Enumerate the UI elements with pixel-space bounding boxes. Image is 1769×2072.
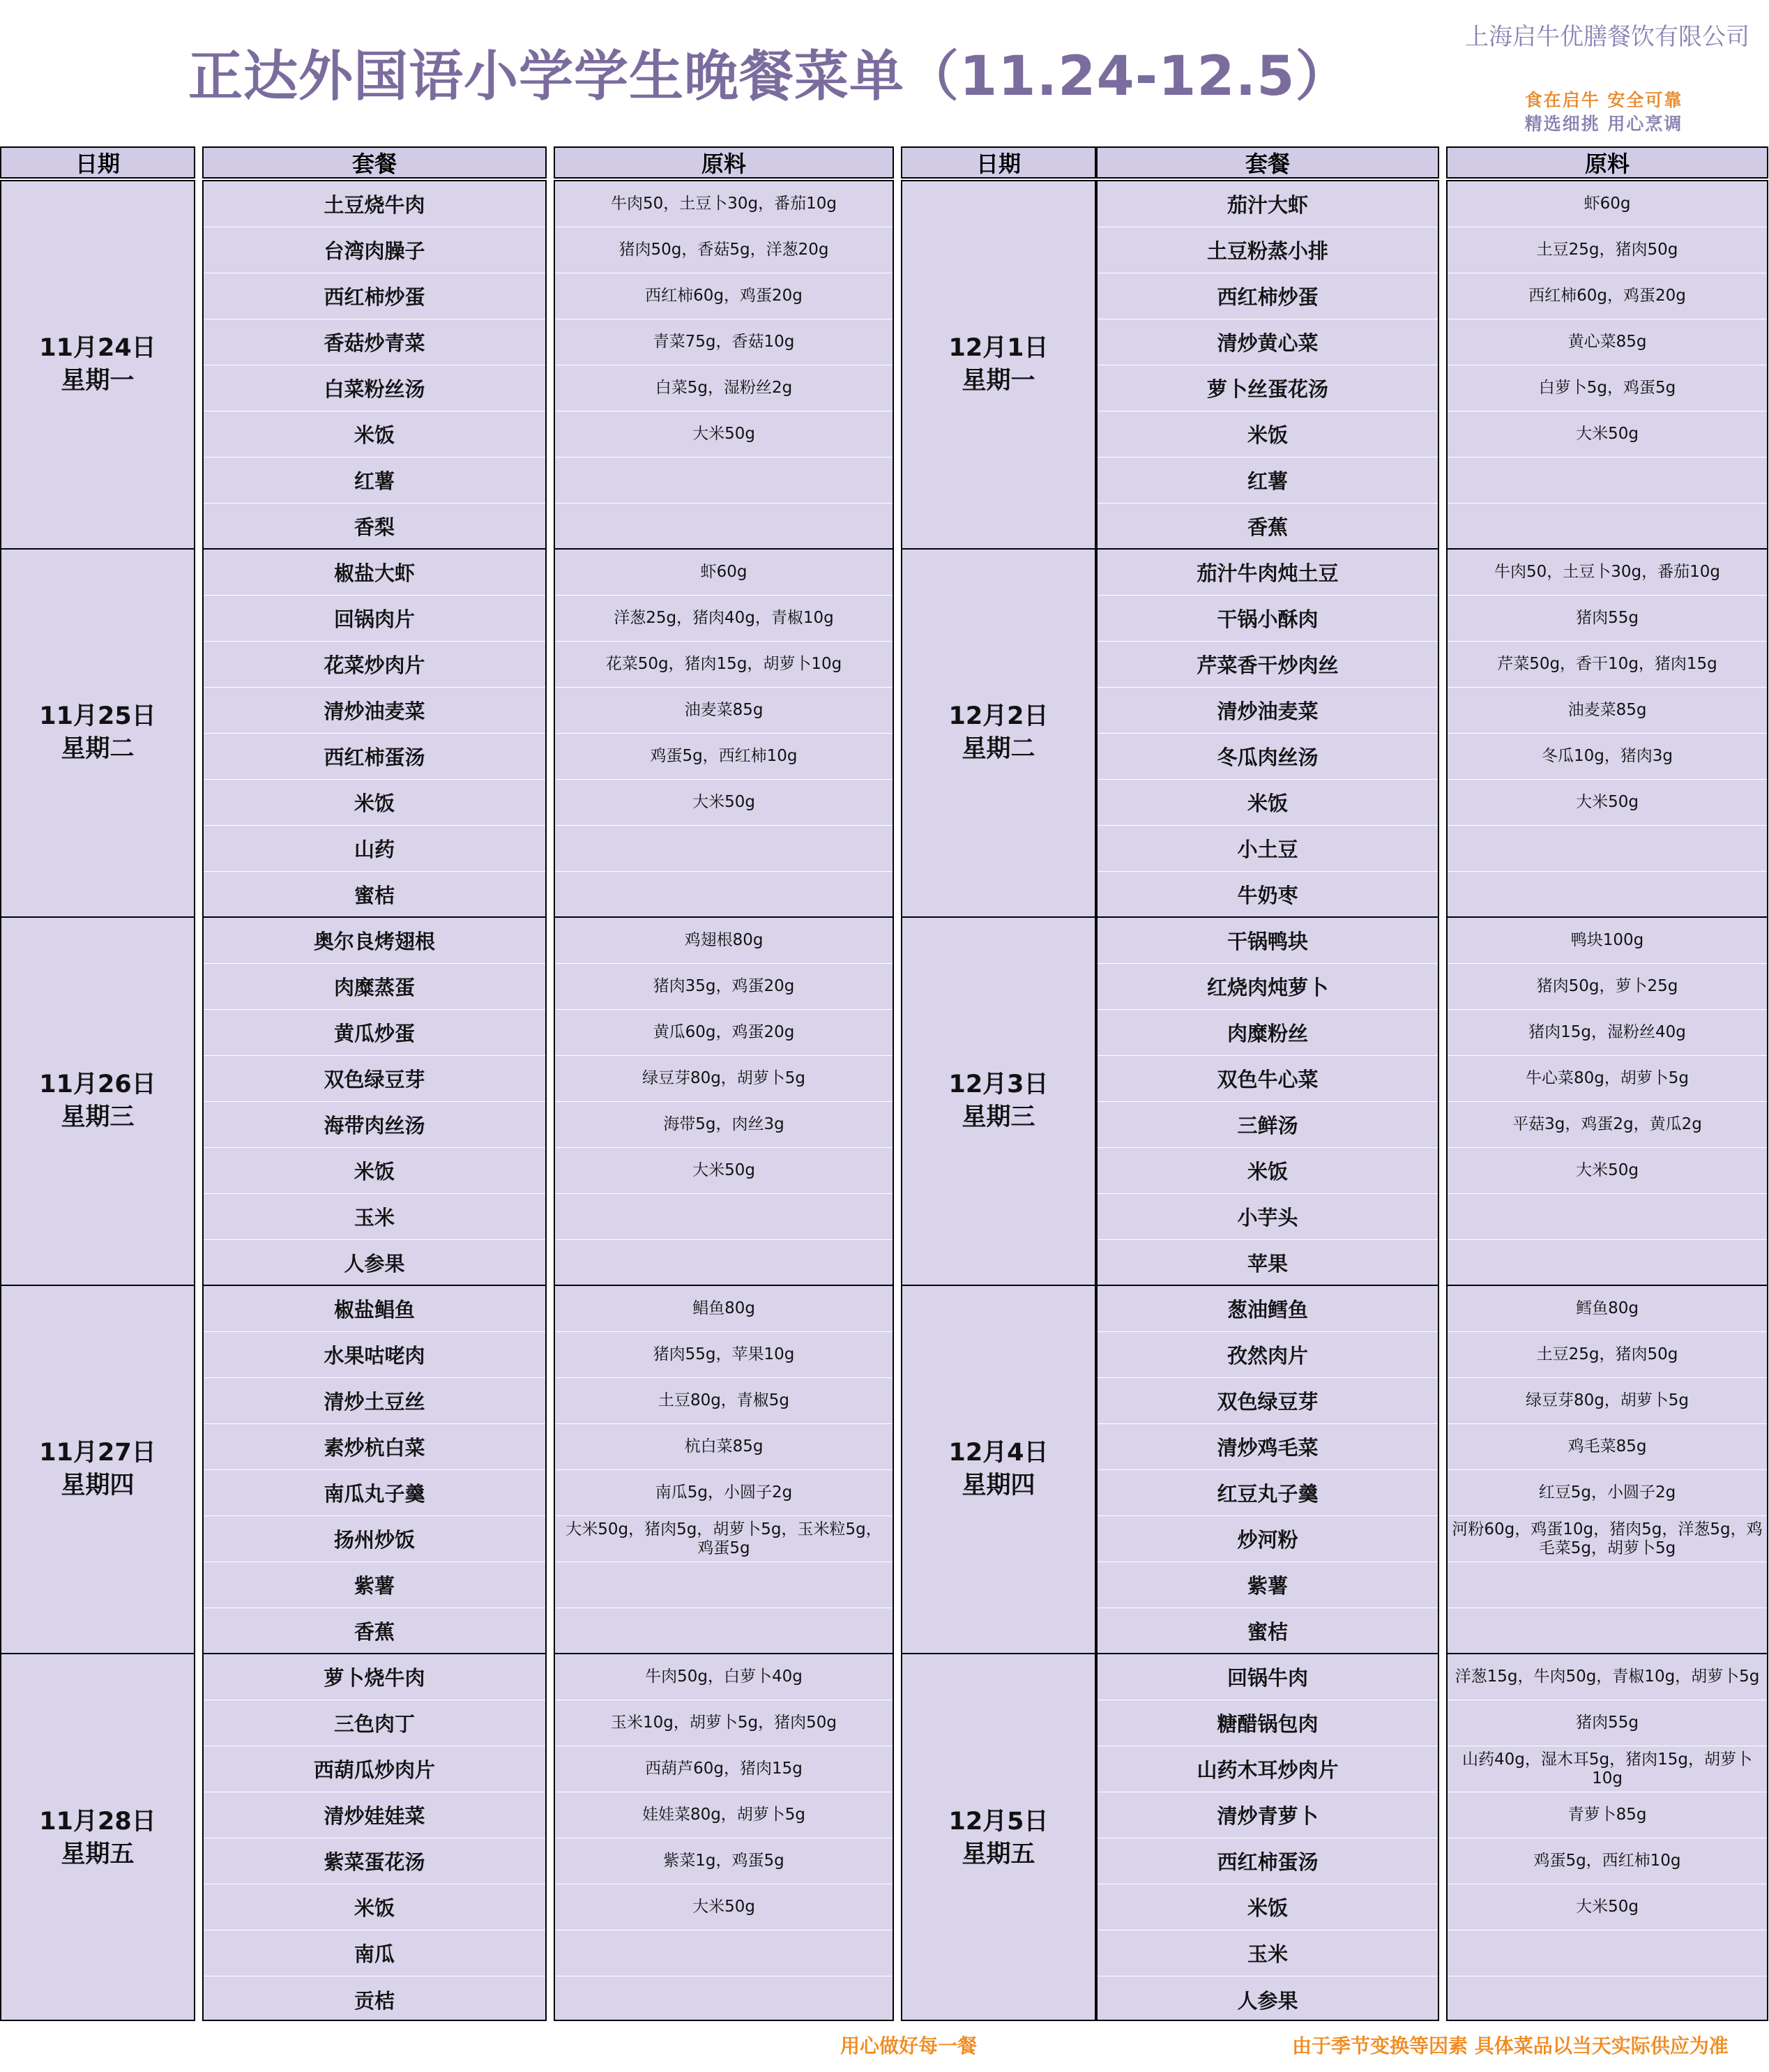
ingredient-text	[1448, 1194, 1767, 1240]
dish-name: 糖醋锅包肉	[1098, 1700, 1438, 1746]
ingredient-text: 大米50g	[1448, 411, 1767, 457]
dish-name: 米饭	[1098, 411, 1438, 457]
ingredient-text	[555, 826, 893, 872]
dish-name: 米饭	[204, 780, 545, 826]
ingredient-text: 绿豆芽80g，胡萝卜5g	[555, 1056, 893, 1102]
ingredients-column-left	[554, 180, 894, 2021]
ingredient-text	[555, 1608, 893, 1654]
dish-name: 香蕉	[204, 1608, 545, 1654]
ingredient-text: 冬瓜10g，猪肉3g	[1448, 734, 1767, 780]
ingredient-text: 大米50g，猪肉5g，胡萝卜5g，玉米粒5g，鸡蛋5g	[555, 1516, 893, 1562]
dish-name: 清炒黄心菜	[1098, 319, 1438, 365]
ingredient-text: 黄心菜85g	[1448, 319, 1767, 365]
date-label: 12月4日	[948, 1439, 1049, 1467]
ingredient-text: 土豆25g，猪肉50g	[1448, 1332, 1767, 1378]
ingredients-column-right	[1446, 180, 1768, 2021]
dish-name: 葱油鳕鱼	[1098, 1286, 1438, 1332]
page-title: 正达外国语小学学生晚餐菜单（11.24-12.5）	[188, 45, 1351, 108]
ingredient-text: 玉米10g，胡萝卜5g，猪肉50g	[555, 1700, 893, 1746]
dish-name: 红薯	[1098, 457, 1438, 504]
ingredient-text	[1448, 872, 1767, 918]
dish-name: 双色绿豆芽	[1098, 1378, 1438, 1424]
weekday-label: 星期三	[61, 1103, 135, 1131]
ingredient-text: 南瓜5g，小圆子2g	[555, 1470, 893, 1516]
dish-name: 干锅小酥肉	[1098, 596, 1438, 642]
header-meal-right: 套餐	[1096, 146, 1439, 179]
dish-name: 香菇炒青菜	[204, 319, 545, 365]
dish-name: 扬州炒饭	[204, 1516, 545, 1562]
weekday-label: 星期四	[962, 1472, 1035, 1499]
dish-name: 椒盐鲳鱼	[204, 1286, 545, 1332]
date-group	[1, 918, 194, 1286]
dish-name: 白菜粉丝汤	[204, 365, 545, 411]
dish-name: 米饭	[1098, 1148, 1438, 1194]
date-group	[902, 550, 1095, 918]
dish-name: 萝卜丝蛋花汤	[1098, 365, 1438, 411]
date-label: 11月27日	[39, 1439, 156, 1467]
dish-name: 肉糜蒸蛋	[204, 964, 545, 1010]
ingredient-text	[555, 457, 893, 504]
header-date-right: 日期	[901, 146, 1096, 179]
dish-name: 香梨	[204, 504, 545, 550]
dish-name: 茄汁大虾	[1098, 181, 1438, 227]
dish-name: 玉米	[1098, 1930, 1438, 1976]
ingredient-text	[1448, 1562, 1767, 1608]
dish-name: 玉米	[204, 1194, 545, 1240]
ingredient-text: 鸡蛋5g，西红柿10g	[1448, 1838, 1767, 1884]
header-ingredients-right: 原料	[1446, 146, 1768, 179]
dish-name: 清炒鸡毛菜	[1098, 1424, 1438, 1470]
dish-name: 海带肉丝汤	[204, 1102, 545, 1148]
ingredient-text: 山药40g，湿木耳5g，猪肉15g，胡萝卜10g	[1448, 1746, 1767, 1792]
dish-name: 紫菜蛋花汤	[204, 1838, 545, 1884]
footer-notice: 由于季节变换等因素 具体菜品以当天实际供应为准	[1292, 2034, 1729, 2057]
dish-name: 奥尔良烤翅根	[204, 918, 545, 964]
dish-name: 萝卜烧牛肉	[204, 1654, 545, 1700]
dish-name: 茄汁牛肉炖土豆	[1098, 550, 1438, 596]
dish-name: 米饭	[204, 411, 545, 457]
ingredient-text: 河粉60g，鸡蛋10g，猪肉5g，洋葱5g，鸡毛菜5g，胡萝卜5g	[1448, 1516, 1767, 1562]
dish-name: 西葫瓜炒肉片	[204, 1746, 545, 1792]
dish-name: 蜜桔	[204, 872, 545, 918]
dish-name: 清炒油麦菜	[1098, 688, 1438, 734]
footer-slogan: 用心做好每一餐	[840, 2034, 978, 2057]
dish-name: 香蕉	[1098, 504, 1438, 550]
ingredient-text: 海带5g，肉丝3g	[555, 1102, 893, 1148]
header-date-left: 日期	[0, 146, 195, 179]
weekday-label: 星期三	[962, 1103, 1035, 1131]
ingredient-text: 青菜75g，香菇10g	[555, 319, 893, 365]
dish-name: 蜜桔	[1098, 1608, 1438, 1654]
dish-name: 牛奶枣	[1098, 872, 1438, 918]
ingredient-text: 鸡蛋5g，西红柿10g	[555, 734, 893, 780]
weekday-label: 星期二	[962, 735, 1035, 763]
ingredient-text: 娃娃菜80g，胡萝卜5g	[555, 1792, 893, 1838]
ingredient-text: 大米50g	[1448, 780, 1767, 826]
dish-name: 小芋头	[1098, 1194, 1438, 1240]
ingredient-text: 猪肉55g，苹果10g	[555, 1332, 893, 1378]
dish-name: 山药	[204, 826, 545, 872]
weekday-label: 星期四	[61, 1472, 135, 1499]
date-group	[902, 1654, 1095, 2022]
dish-name: 清炒娃娃菜	[204, 1792, 545, 1838]
ingredient-text	[555, 1562, 893, 1608]
slogan-line-1: 食在启牛 安全可靠	[1524, 90, 1683, 110]
dish-name: 肉糜粉丝	[1098, 1010, 1438, 1056]
dish-name: 清炒土豆丝	[204, 1378, 545, 1424]
dish-name: 红薯	[204, 457, 545, 504]
ingredient-text: 牛肉50，土豆卜30g，番茄10g	[1448, 550, 1767, 596]
dish-name: 紫薯	[204, 1562, 545, 1608]
weekday-label: 星期一	[61, 367, 135, 395]
date-label: 11月25日	[39, 702, 156, 730]
ingredient-text: 猪肉55g	[1448, 1700, 1767, 1746]
date-label: 12月2日	[948, 702, 1049, 730]
ingredient-text: 虾60g	[1448, 181, 1767, 227]
dish-name: 西红柿炒蛋	[1098, 273, 1438, 319]
date-label: 12月5日	[948, 1808, 1049, 1836]
ingredient-text: 花菜50g，猪肉15g，胡萝卜10g	[555, 642, 893, 688]
ingredient-text: 大米50g	[555, 411, 893, 457]
ingredient-text: 洋葱25g，猪肉40g，青椒10g	[555, 596, 893, 642]
date-label: 11月24日	[39, 334, 156, 362]
ingredient-text	[555, 1240, 893, 1286]
ingredient-text	[555, 872, 893, 918]
dish-name: 黄瓜炒蛋	[204, 1010, 545, 1056]
dish-name: 回锅牛肉	[1098, 1654, 1438, 1700]
dish-name: 土豆烧牛肉	[204, 181, 545, 227]
ingredient-text	[1448, 1608, 1767, 1654]
ingredient-text: 杭白菜85g	[555, 1424, 893, 1470]
ingredient-text	[555, 504, 893, 550]
dish-name: 红烧肉炖萝卜	[1098, 964, 1438, 1010]
ingredient-text: 油麦菜85g	[555, 688, 893, 734]
ingredient-text: 鲳鱼80g	[555, 1286, 893, 1332]
ingredient-text	[1448, 1930, 1767, 1976]
ingredient-text: 牛肉50g，白萝卜40g	[555, 1654, 893, 1700]
dish-name: 小土豆	[1098, 826, 1438, 872]
slogan-line-2: 精选细挑 用心烹调	[1524, 114, 1683, 134]
ingredient-text: 白菜5g，湿粉丝2g	[555, 365, 893, 411]
dish-name: 米饭	[1098, 780, 1438, 826]
ingredient-text	[1448, 1240, 1767, 1286]
dish-name: 双色牛心菜	[1098, 1056, 1438, 1102]
ingredient-text: 猪肉35g，鸡蛋20g	[555, 964, 893, 1010]
date-group	[902, 181, 1095, 550]
ingredient-text: 西红柿60g，鸡蛋20g	[555, 273, 893, 319]
ingredient-text: 西红柿60g，鸡蛋20g	[1448, 273, 1767, 319]
ingredient-text	[1448, 504, 1767, 550]
ingredient-text: 鸭块100g	[1448, 918, 1767, 964]
meal-column-left	[202, 180, 547, 2021]
ingredient-text: 猪肉15g，湿粉丝40g	[1448, 1010, 1767, 1056]
dish-name: 人参果	[204, 1240, 545, 1286]
dish-name: 贡桔	[354, 1988, 395, 2013]
date-group	[902, 1286, 1095, 1654]
date-group	[1, 1286, 194, 1654]
ingredient-text: 绿豆芽80g，胡萝卜5g	[1448, 1378, 1767, 1424]
date-label: 12月1日	[948, 334, 1049, 362]
dish-name: 孜然肉片	[1098, 1332, 1438, 1378]
ingredient-text: 牛心菜80g，胡萝卜5g	[1448, 1056, 1767, 1102]
date-group	[902, 918, 1095, 1286]
ingredient-text	[555, 1976, 893, 2022]
dish-name: 炒河粉	[1098, 1516, 1438, 1562]
dish-name: 清炒油麦菜	[204, 688, 545, 734]
date-column-left	[0, 180, 195, 2021]
ingredient-text	[555, 1930, 893, 1976]
dish-name: 山药木耳炒肉片	[1098, 1746, 1438, 1792]
header-ingredients-left: 原料	[554, 146, 894, 179]
dish-name: 冬瓜肉丝汤	[1098, 734, 1438, 780]
dish-name: 南瓜	[204, 1930, 545, 1976]
ingredient-text	[1448, 457, 1767, 504]
dish-name: 回锅肉片	[204, 596, 545, 642]
ingredient-text: 洋葱15g，牛肉50g，青椒10g，胡萝卜5g	[1448, 1654, 1767, 1700]
ingredient-text: 黄瓜60g，鸡蛋20g	[555, 1010, 893, 1056]
date-label: 12月3日	[948, 1071, 1049, 1098]
dish-name: 人参果	[1237, 1988, 1298, 2013]
dish-name: 米饭	[204, 1884, 545, 1930]
ingredient-text	[555, 1194, 893, 1240]
date-label: 11月26日	[39, 1071, 156, 1098]
dish-name: 西红柿蛋汤	[204, 734, 545, 780]
dish-name: 清炒青萝卜	[1098, 1792, 1438, 1838]
dish-name: 三鲜汤	[1098, 1102, 1438, 1148]
ingredient-text: 土豆80g，青椒5g	[555, 1378, 893, 1424]
ingredient-text: 鸡翅根80g	[555, 918, 893, 964]
ingredient-text: 大米50g	[555, 1884, 893, 1930]
ingredient-text	[1448, 826, 1767, 872]
dish-name: 椒盐大虾	[204, 550, 545, 596]
ingredient-text: 鸡毛菜85g	[1448, 1424, 1767, 1470]
ingredient-text: 虾60g	[555, 550, 893, 596]
dish-name: 西红柿蛋汤	[1098, 1838, 1438, 1884]
date-label: 11月28日	[39, 1808, 156, 1836]
dish-name: 南瓜丸子羹	[204, 1470, 545, 1516]
date-group	[1, 1654, 194, 2022]
ingredient-text: 土豆25g，猪肉50g	[1448, 227, 1767, 273]
date-group	[1, 550, 194, 918]
ingredient-text: 西葫芦60g，猪肉15g	[555, 1746, 893, 1792]
weekday-label: 星期一	[962, 367, 1035, 395]
dish-name: 台湾肉臊子	[204, 227, 545, 273]
weekday-label: 星期五	[962, 1840, 1035, 1868]
dish-name: 米饭	[204, 1148, 545, 1194]
ingredient-text: 鳕鱼80g	[1448, 1286, 1767, 1332]
ingredient-text: 青萝卜85g	[1448, 1792, 1767, 1838]
ingredient-text: 大米50g	[555, 1148, 893, 1194]
dish-name: 双色绿豆芽	[204, 1056, 545, 1102]
dish-name: 西红柿炒蛋	[204, 273, 545, 319]
meal-column-right	[1096, 180, 1439, 2021]
company-name: 上海启牛优膳餐饮有限公司	[1465, 23, 1749, 51]
ingredient-text: 牛肉50，土豆卜30g，番茄10g	[555, 181, 893, 227]
dish-name: 三色肉丁	[204, 1700, 545, 1746]
ingredient-text: 白萝卜5g，鸡蛋5g	[1448, 365, 1767, 411]
ingredient-text: 大米50g	[1448, 1148, 1767, 1194]
dish-name: 干锅鸭块	[1098, 918, 1438, 964]
ingredient-text: 猪肉55g	[1448, 596, 1767, 642]
ingredient-text: 平菇3g，鸡蛋2g，黄瓜2g	[1448, 1102, 1767, 1148]
ingredient-text: 紫菜1g，鸡蛋5g	[555, 1838, 893, 1884]
ingredient-text: 红豆5g，小圆子2g	[1448, 1470, 1767, 1516]
dish-name: 红豆丸子羹	[1098, 1470, 1438, 1516]
dish-name: 米饭	[1098, 1884, 1438, 1930]
dish-name: 芹菜香干炒肉丝	[1098, 642, 1438, 688]
dish-name: 苹果	[1098, 1240, 1438, 1286]
weekday-label: 星期二	[61, 735, 135, 763]
ingredient-text: 猪肉50g，萝卜25g	[1448, 964, 1767, 1010]
dish-name: 素炒杭白菜	[204, 1424, 545, 1470]
ingredient-text: 猪肉50g，香菇5g，洋葱20g	[555, 227, 893, 273]
ingredient-text: 油麦菜85g	[1448, 688, 1767, 734]
dish-name: 土豆粉蒸小排	[1098, 227, 1438, 273]
weekday-label: 星期五	[61, 1840, 135, 1868]
date-column-right	[901, 180, 1096, 2021]
ingredient-text: 芹菜50g，香干10g，猪肉15g	[1448, 642, 1767, 688]
header-meal-left: 套餐	[202, 146, 547, 179]
ingredient-text: 大米50g	[555, 780, 893, 826]
ingredient-text	[1448, 1976, 1767, 2022]
dish-name: 紫薯	[1098, 1562, 1438, 1608]
dish-name: 水果咕咾肉	[204, 1332, 545, 1378]
ingredient-text: 大米50g	[1448, 1884, 1767, 1930]
date-group	[1, 181, 194, 550]
dish-name: 花菜炒肉片	[204, 642, 545, 688]
